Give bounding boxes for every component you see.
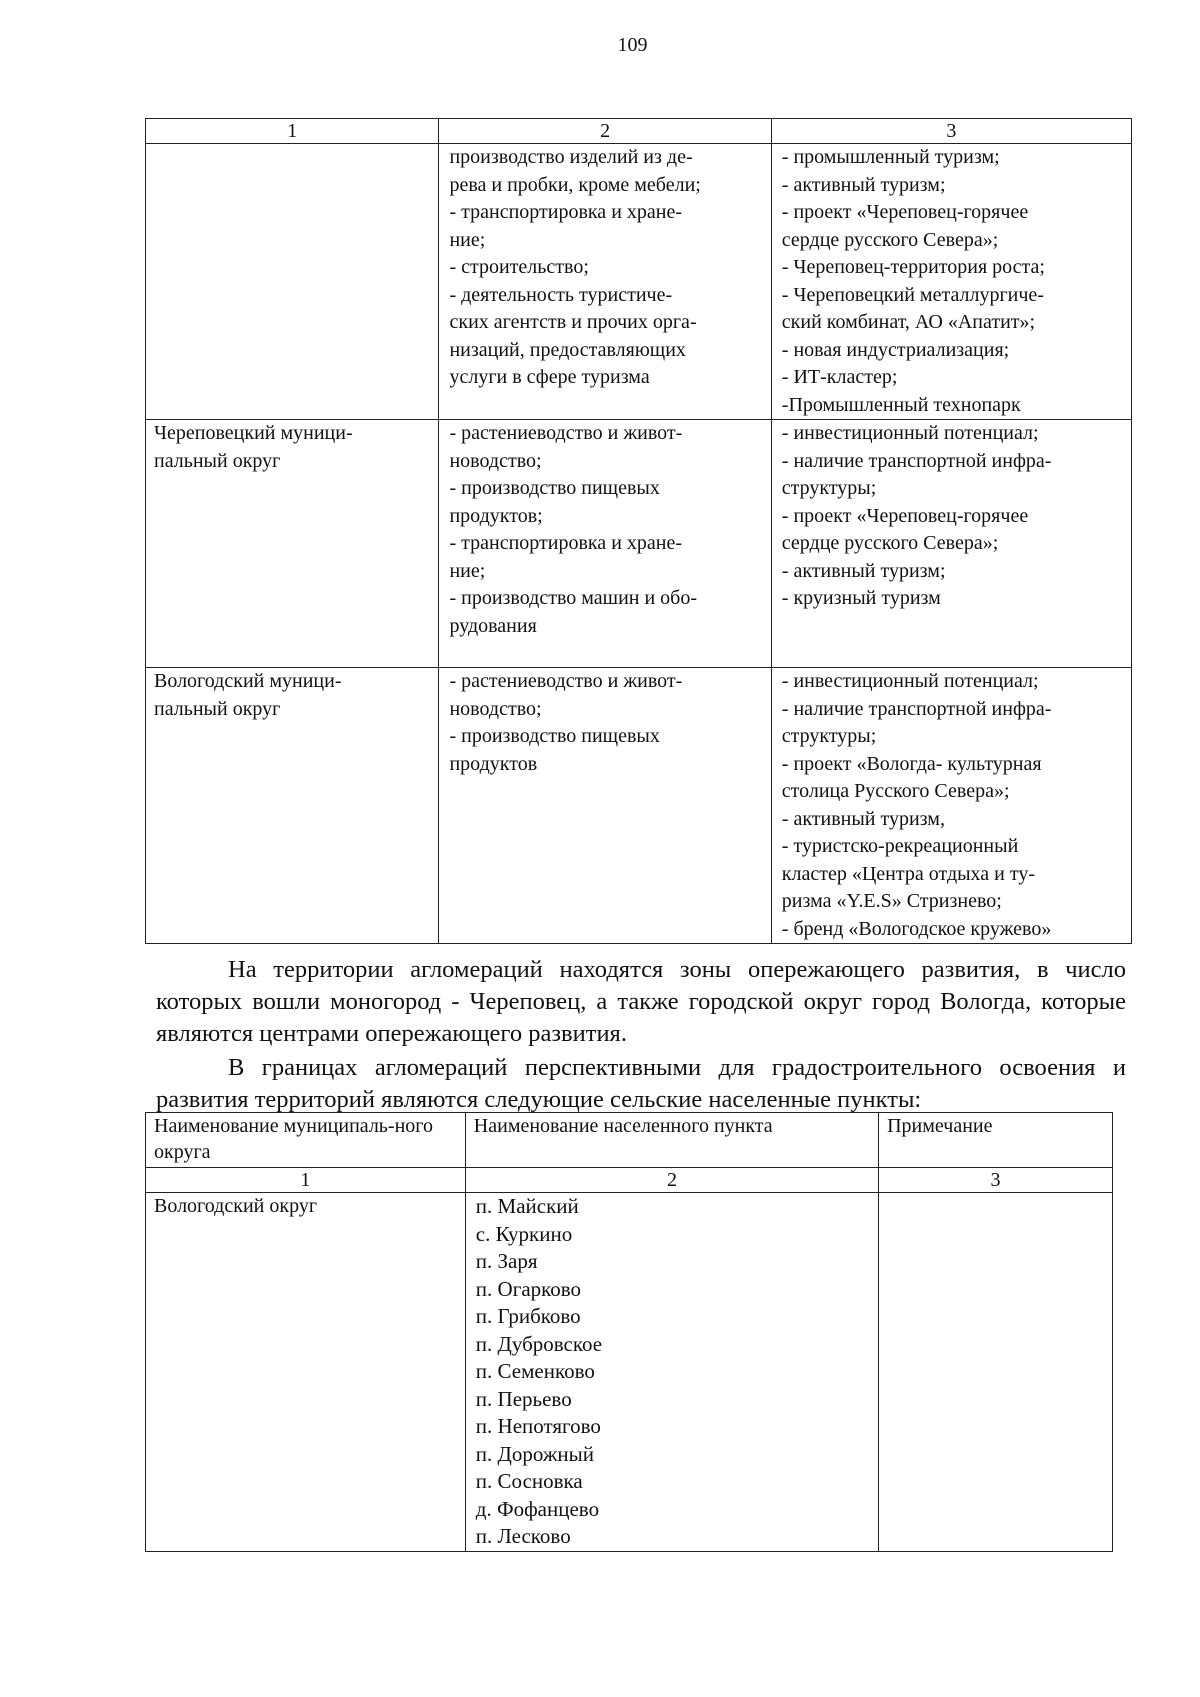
settlement-item: п. Перьево	[475, 1386, 572, 1411]
settlement-item: п. Грибково	[475, 1304, 581, 1328]
table-row	[146, 420, 1132, 668]
header-note: Примечание	[879, 1113, 1113, 1168]
cell-line: - круизный туризм	[781, 587, 941, 609]
settlements-cell	[465, 1193, 878, 1552]
cell-line: - туристско-рекреационный	[781, 835, 1019, 857]
cell-line: рудования	[449, 614, 537, 637]
cell-line: - инвестиционный потенциал;	[781, 422, 1039, 444]
cell-line: ский комбинат, АО «Апатит»;	[781, 311, 1036, 333]
cell-line: ние;	[449, 228, 486, 251]
cell-line: производство изделий из де-	[449, 146, 693, 168]
potential-cell	[771, 668, 1131, 944]
settlement-item: п. Лесково	[475, 1524, 571, 1548]
industries-cell	[439, 668, 771, 944]
settlement-item: с. Куркино	[475, 1221, 573, 1246]
cell-line: - новая индустриализация;	[781, 338, 1010, 361]
cell-line: - растениеводство и живот-	[449, 670, 683, 692]
cell-line: - промышленный туризм;	[781, 146, 1000, 168]
settlement-item: п. Заря	[475, 1249, 538, 1273]
paragraph-text: В границах агломераций перспективными для градостроительного освоения и развития территорий являются следующие сельские населенные пункты:	[156, 1054, 1126, 1113]
page-number: 109	[617, 34, 648, 56]
cell-line: структуры;	[781, 477, 877, 499]
column-number: 3	[879, 1168, 1113, 1193]
column-number: 2	[465, 1168, 878, 1193]
table-row	[146, 144, 1132, 420]
cell-line: Вологодский муници-	[154, 670, 342, 692]
cell-line: - производство пищевых	[449, 725, 660, 747]
table-row	[146, 1193, 1113, 1552]
paragraph-priority-development-zones	[156, 954, 1126, 1050]
cell-line: - транспортировка и хране-	[449, 532, 683, 554]
cell-line: продуктов;	[449, 504, 543, 527]
industries-cell	[439, 144, 771, 420]
cell-line: низаций, предоставляющих	[449, 338, 686, 361]
settlement-item: п. Майский	[475, 1194, 579, 1218]
cell-line: - проект «Череповец-горячее	[781, 504, 1029, 527]
column-number: 2	[439, 119, 771, 144]
cell-line: ских агентств и прочих орга-	[449, 311, 697, 333]
cell-line: - производство пищевых	[449, 477, 660, 499]
potential-cell	[771, 420, 1131, 668]
cell-line: ризма «Y.E.S» Стризнево;	[781, 890, 1002, 912]
cell-line: сердце русского Севера»;	[781, 228, 999, 251]
cell-line: - активный туризм;	[781, 559, 946, 582]
cell-line: - транспортировка и хране-	[449, 201, 683, 223]
cell-line: ние;	[449, 559, 486, 582]
settlement-item: п. Семенково	[475, 1359, 595, 1383]
district-cell	[146, 420, 439, 668]
cell-line: - проект «Череповец-горячее	[781, 201, 1029, 223]
note-cell	[879, 1193, 1113, 1552]
cell-line: кластер «Центра отдыха и ту-	[781, 862, 1036, 885]
header-settlement: Наименование населенного пункта	[465, 1113, 878, 1168]
settlement-item: п. Огарково	[475, 1276, 582, 1301]
cell-line: - ИТ-кластер;	[781, 366, 898, 388]
cell-line: новодство;	[449, 449, 542, 472]
industries-cell	[439, 420, 771, 668]
paragraph-perspective-settlements	[156, 1052, 1126, 1116]
cell-line: Череповецкий муници-	[154, 422, 353, 444]
cell-line: - наличие транспортной инфра-	[781, 697, 1052, 720]
cell-line: - деятельность туристиче-	[449, 283, 673, 306]
cell-line: пальный округ	[154, 697, 281, 720]
column-number: 1	[146, 119, 439, 144]
cell-line: столица Русского Севера»;	[781, 780, 1010, 802]
cell-line: - Череповец-территория роста;	[781, 256, 1045, 278]
header-district: Наименование муниципаль-ного округа	[146, 1113, 466, 1168]
column-number-row	[146, 1168, 1113, 1193]
column-number-row	[146, 119, 1132, 144]
cell-line: - активный туризм;	[781, 173, 946, 196]
district-cell	[146, 144, 439, 420]
table-row	[146, 668, 1132, 944]
settlement-item: п. Непотягово	[475, 1414, 601, 1438]
cell-line: -Промышленный технопарк	[781, 393, 1021, 416]
settlement-item: п. Сосновка	[475, 1469, 583, 1493]
cell-line: - инвестиционный потенциал;	[781, 670, 1039, 692]
cell-line: - активный туризм,	[781, 807, 945, 830]
district-cell: Вологодский округ	[146, 1193, 466, 1552]
cell-line: - строительство;	[449, 256, 589, 278]
cell-line: структуры;	[781, 725, 877, 747]
cell-line: продуктов	[449, 752, 538, 775]
cell-line: - Череповецкий металлургиче-	[781, 283, 1044, 306]
settlement-item: п. Дубровское	[475, 1331, 603, 1356]
cell-line: - бренд «Вологодское кружево»	[781, 917, 1052, 940]
column-number: 1	[146, 1168, 466, 1193]
paragraph-text: На территории агломераций находятся зоны опережающего развития, в число которых вошли моногород - Череповец, а также городской округ город Вологда, которые являются центрами опережающего развития.	[156, 956, 1126, 1047]
column-number: 3	[771, 119, 1131, 144]
cell-line: рева и пробки, кроме мебели;	[449, 173, 701, 196]
agglomeration-table	[145, 118, 1132, 944]
cell-line: новодство;	[449, 697, 542, 720]
cell-line: - проект «Вологда- культурная	[781, 752, 1042, 775]
cell-line: услуги в сфере туризма	[449, 366, 650, 388]
settlement-item: д. Фофанцево	[475, 1496, 600, 1521]
cell-line: - растениеводство и живот-	[449, 422, 683, 444]
header-row	[146, 1113, 1113, 1168]
settlement-item: п. Дорожный	[475, 1441, 594, 1466]
district-cell	[146, 668, 439, 944]
cell-line: сердце русского Севера»;	[781, 532, 999, 554]
cell-line: - наличие транспортной инфра-	[781, 449, 1052, 472]
cell-line: пальный округ	[154, 449, 281, 472]
cell-line: - производство машин и обо-	[449, 587, 698, 609]
settlements-table	[145, 1112, 1113, 1552]
potential-cell	[771, 144, 1131, 420]
